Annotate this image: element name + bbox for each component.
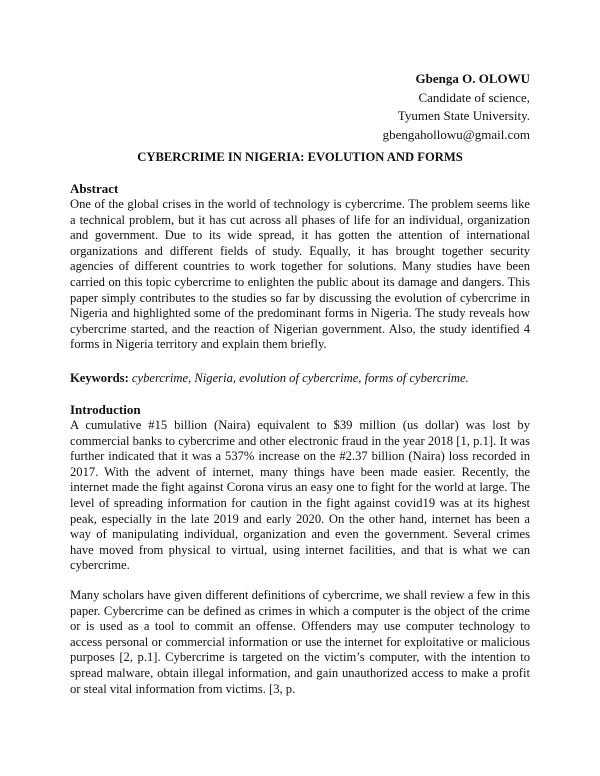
abstract-heading: Abstract <box>70 181 119 196</box>
author-affiliation: Tyumen State University. <box>397 108 530 123</box>
introduction-paragraph-2: Many scholars have given different definitions of cybercrime, we shall review a few in this paper. Cybercrime can be defined as crimes in which a computer is the object of the crime or is used as a tool to commit an offense. Offenders may use computer technology to access personal or commercial information or use the internet for exploitative or malicious purposes [2, p.1]. Cybercrime is targeted on the victim’s computer, with the intention to spread malware, obtain illegal information, and gain unauthorized access to make a profit or steal vital information from victims. [3, p. <box>70 588 530 696</box>
introduction-heading: Introduction <box>70 402 141 417</box>
author-email: gbengahollowu@gmail.com <box>382 126 530 142</box>
introduction-paragraph-1: A cumulative #15 billion (Naira) equivalent to $39 million (us dollar) was lost by commercial banks to cybercrime and other electronic fraud in the year 2018 [1, p.1]. It was further indicated that it was a 537% increase on the #2.37 billion (Naira) loss recorded in 2017. With the advent of internet, many things have been made easier. Recently, the internet made the fight against Corona virus an easy one to fight for the world at large. The level of spreading information for caution in the fight against covid19 was at its highest peak, especially in the late 2019 and early 2020. On the other hand, internet has been a way of manipulating individual, organization and even the government. Several crimes have moved from physical to virtual, using internet facilities, and that is what we can cybercrime. <box>70 418 530 573</box>
keywords-label: Keywords: <box>70 371 129 385</box>
author-block <box>383 70 530 144</box>
abstract-text: One of the global crises in the world of technology is cybercrime. The problem seems like a technical problem, but it has cut across all phases of life for an individual, organization and government. Due to its wide spread, it has gotten the attention of international organizations and different fields of study. Equally, it has brought together security agencies of different countries to work together for solutions. Many studies have been carried on this topic cybercrime to enlighten the public about its damage and dangers. This paper simply contributes to the studies so far by discussing the evolution of cybercrime in Nigeria and highlighted some of the predominant forms in Nigeria. The study reveals how cybercrime started, and the reaction of Nigerian government. Also, the study identified 4 forms in Nigeria territory and explain them briefly. <box>70 197 530 352</box>
author-position: Candidate of science, <box>418 89 530 105</box>
keywords-values: cybercrime, Nigeria, evolution of cybercrime, forms of cybercrime. <box>131 371 469 385</box>
paper-title: CYBERCRIME IN NIGERIA: EVOLUTION AND FORMS <box>137 150 463 164</box>
author-name: Gbenga O. OLOWU <box>415 71 530 86</box>
keywords-line <box>70 371 540 387</box>
